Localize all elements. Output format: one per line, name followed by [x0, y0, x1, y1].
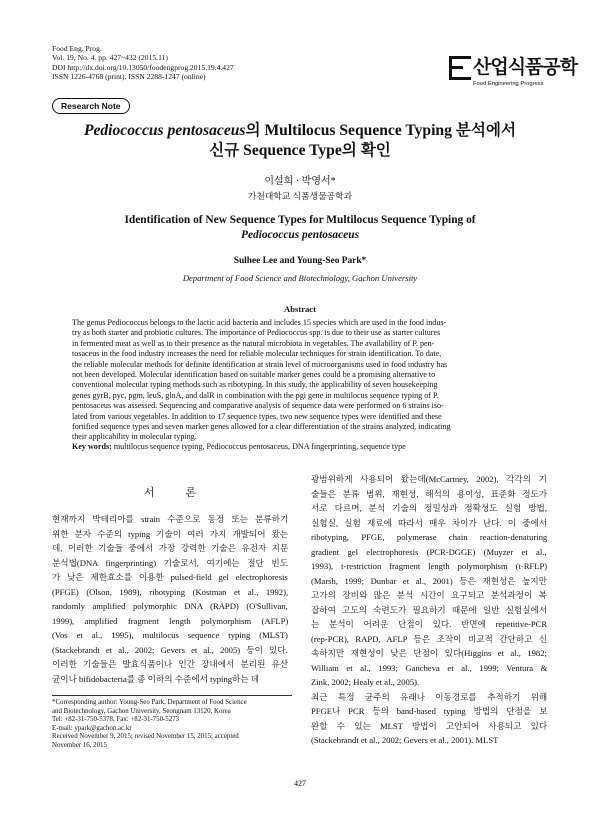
right-column-line: 광범위하게 사용되어 왔는데(McCartney, 2002), 각각의 기	[311, 474, 547, 484]
journal-name: Food Eng. Prog.	[52, 44, 102, 53]
left-column-line: randomly amplified polymorphic DNA (RAPD) (O'Sullivan,	[52, 601, 288, 611]
journal-logo	[449, 54, 578, 94]
affiliation-en: Department of Food Science and Biotechnology, Gachon University	[182, 273, 418, 283]
logo-mark-icon	[449, 56, 471, 80]
abstract-line: try as both starter and probiotic cultures. The importance of Pediococcus spp. is due to their use as starter cultures	[72, 328, 441, 338]
left-column-line: 분석법(DNA fingerprinting) 기술로서, 여기에는 절단 빈도	[52, 557, 289, 568]
title-kr-species: Pediococcus pentosaceus	[83, 122, 246, 139]
abstract-line: The genus Pediococcus belongs to the lactic acid bacteria and includes 15 species which are used in the food indus-	[72, 318, 447, 327]
footnote-line: E-mail: ypark@gachon.ac.kr	[52, 724, 132, 732]
right-column-line: 1993), t-restriction fragment length polymorphism (t-RFLP)	[311, 561, 548, 571]
left-column-line: 현재까지 박테리아를 strain 수준으로 동정 또는 분류하기	[52, 514, 289, 524]
keywords-label: Key words:	[72, 442, 112, 451]
journal-doi: DOI http://dx.doi.org/10.13050/foodengprog.2015.19.4.427	[52, 62, 234, 72]
logo-subtitle: Food Engineering Progress	[473, 81, 544, 87]
abstract-line: conventional molecular typing methods such as ribotyping. In this study, the applicability of seven housekeeping	[72, 380, 438, 390]
section-heading: 서 론	[143, 487, 210, 499]
title-en-line1: Identification of New Sequence Types for Multilocus Sequence Typing of	[124, 214, 476, 226]
right-column-line: 는 분석이 어려운 단점이 있다. 반면에 repetitive-PCR	[311, 619, 548, 629]
journal-issn: ISSN 1226-4768 (print), ISSN 2288-1247 (online)	[52, 72, 206, 82]
authors-kr: 이설희 · 박영서*	[264, 176, 336, 187]
right-column-line: 완할 수 있는 MLST 방법이 고안되어 사용되고 있다	[311, 720, 548, 731]
footnote-line: *Corresponding author: Young-Seo Park, Department of Food Science	[52, 699, 247, 706]
left-column-line: 데, 이러한 기술들 중에서 가장 강력한 기술은 유전자 지문	[52, 543, 289, 553]
abstract-line: in fermented meat as well as to their presence as the natural microbiota in vegetables. The availability of P. pen-	[72, 338, 435, 348]
title-kr-line1	[60, 121, 540, 141]
title-en-line2: Pediococcus pentosaceus	[241, 229, 359, 241]
abstract-line: their applicability in molecular typing.	[72, 432, 197, 442]
right-column-line: ribotyping, PFGE, polymerase chain reaction-denaturing	[311, 532, 548, 542]
right-column-line: gradient gel electrophoresis (PCR-DGGE) (Muyzer et al.,	[311, 546, 547, 557]
footnote-line: Received November 9, 2015; revised November 15, 2015; accepted	[52, 733, 239, 741]
footnote-line: Tel: +82-31-750-5378, Fax: +82-31-750-5273	[52, 716, 180, 724]
abstract-line: not been developed. Molecular identification based on suitable marker genes could be a promising alternative to	[72, 370, 436, 379]
page-number: 427	[294, 779, 306, 788]
authors-en: Sulhee Lee and Young-Seo Park*	[233, 256, 367, 266]
abstract-line: fortified sequence types and seven marker genes allowed for a clear differentiation of the strains analyzed, indicating	[72, 422, 451, 431]
left-column-line: 위한 분자 수준의 typing 기술이 여러 가지 개발되어 왔는	[52, 528, 289, 539]
left-column-line: (Stackebrandt et al., 2002; Gevers et al., 2005) 등이 있다.	[52, 644, 288, 655]
logo-text: 산업식품공학	[473, 56, 578, 78]
right-column-line: PFGE나 PCR 등의 band-based typing 방법의 단점을 보	[311, 706, 548, 716]
abstract-line: the reliable molecular methods for definite identification at strain level of microorganisms used in food industry has	[72, 359, 448, 369]
left-column-line: 이러한 기술들은 발효식품이나 인간 장내에서 분리된 유산	[52, 659, 289, 669]
footnote-divider	[52, 695, 292, 696]
affiliation-kr: 가천대학교 식품생물공학과	[247, 191, 353, 201]
right-column-line: (Marsh, 1999; Dunbar et al., 2001) 등은 재현성은 높지만	[311, 575, 547, 586]
footnote-line: November 16, 2015	[52, 742, 107, 749]
article-type-badge: Research Note	[52, 98, 130, 114]
right-column-line: 고가의 장비와 많은 분석 시간이 요구되고 분석과정이 복	[311, 590, 547, 600]
title-kr-line2: 신규 Sequence Type의 확인	[209, 142, 391, 159]
right-column-line: (rep-PCR), RAPD, AFLP 등은 조작이 비교적 간단하고 신	[311, 633, 548, 644]
right-column-line: Zink, 2002; Healy et al., 2005).	[311, 677, 420, 687]
abstract-heading: Abstract	[284, 304, 316, 314]
abstract-line: genes gyrB, pyc, pgm, leuS, glnA, and dalR in combination with the pgi gene in multilocus sequence typing of P.	[72, 390, 439, 400]
left-column-line: (Vos et al., 1995), multilocus sequence typing (MLST)	[52, 630, 288, 640]
right-column-line: 실험실, 실험 재료에 따라서 매우 차이가 난다. 이 중에서	[311, 517, 548, 528]
right-column-line: 속하지만 재현성이 낮은 단점이 있다(Higgins et al., 1982;	[311, 648, 547, 658]
right-column-line: 술들은 분류 범위, 재현성, 해석의 용이성, 표준화 정도가	[311, 488, 548, 499]
keywords	[72, 442, 528, 452]
abstract-line: lated from various vegetables. In addition to 17 sequence types, two new sequence types were identified and these	[72, 411, 442, 421]
right-column-line: William et al., 1993; Gancheva et al., 1999; Ventura &	[311, 662, 548, 673]
keywords-text: multilocus sequence typing, Pediococcus pentosaceus, DNA fingerprinting, sequence type	[113, 442, 406, 451]
left-column-line: 1999), amplified fragment length polymorphism (AFLP)	[52, 615, 289, 626]
right-column-line: 최근 특정 균주의 유래나 이동경로를 추적하기 위해	[311, 691, 548, 702]
right-column-line: 서로 다르며, 분석 기술의 정밀성과 정확성도 실험 방법,	[311, 503, 547, 513]
left-column-line: 균이나 bifidobacteria를 종 이하의 수준에서 typing하는 데	[52, 673, 260, 684]
footnote-line: and Biotechnology, Gachon University, Seongnam 13120, Korea	[52, 707, 231, 715]
right-column-line: 잡하여 고도의 숙련도가 필요하기 때문에 일반 실험실에서	[311, 604, 548, 615]
abstract-line: pentosaceus was assessed. Sequencing and comparative analysis of sequence data were performed on 6 strains iso-	[72, 401, 444, 411]
left-column-line: (PFGE) (Olson, 1989), ribotyping (Kostman et al., 1992),	[52, 586, 289, 597]
right-column-line: (Stackebrandt et al., 2002; Gevers et al., 2001). MLST	[311, 735, 499, 745]
title-kr-line1-rest: 의 Multilocus Sequence Typing 분석에서	[245, 122, 517, 139]
journal-volume: Vol. 19, No. 4. pp. 427~432 (2015.11)	[52, 53, 168, 63]
left-column-line: 가 낮은 제한효소를 이용한 pulsed-field gel electrophoresis	[52, 572, 288, 582]
abstract-line: tosaceus in the food industry increases the need for reliable molecular techniques for strain identification. To date,	[72, 349, 442, 359]
journal-header	[52, 44, 234, 82]
